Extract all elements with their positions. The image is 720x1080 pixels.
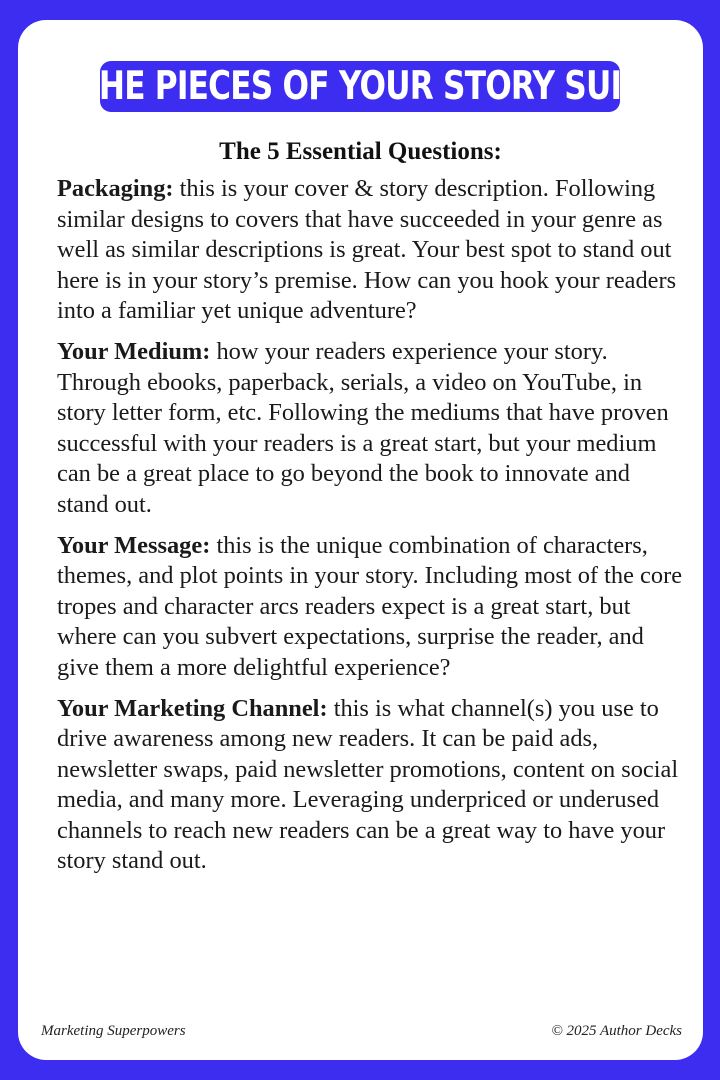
title-banner [78,61,642,112]
section-text: this is the unique combination of characters, themes, and plot points in your story. Including most of the core tropes and character arcs readers expect is a great start, but where can you subvert expectations, surprise the reader, and give them a more delightful experience? [57,531,683,681]
sections-list [57,174,687,887]
section-text: this is what channel(s) you use to drive awareness among new readers. It can be paid ads, newsletter swaps, paid newsletter promotions, content on social media, and many more. Leveraging underpriced or underused channels to reach new readers can be a great way to have your story stand out. [57,694,679,875]
section-packaging [57,174,687,327]
section-text: how your readers experience your story. Through ebooks, paperback, serials, a video on YouTube, in story letter form, etc. Following the mediums that have proven successful with your readers is a great start, but your medium can be a great place to go beyond the book to innovate and stand out. [57,337,669,518]
section-term: Your Marketing Channel: [57,694,328,722]
card [18,20,703,1060]
section-term: Your Message: [57,531,211,559]
subtitle: The 5 Essential Questions: [219,138,502,165]
section-term: Packaging: [57,175,174,202]
section-message [57,531,687,684]
page-title: THE PIECES OF YOUR STORY SUIT [78,64,642,109]
footer-left: Marketing Superpowers [41,1023,186,1039]
section-marketing-channel [57,694,687,878]
section-text: this is your cover & story description. Following similar designs to covers that have succeeded in your genre as well as similar descriptions is great. Your best spot to stand out here is in your story’s premise. How can you hook your readers into a familiar yet unique adventure? [57,175,677,325]
section-medium [57,337,687,521]
footer-right: © 2025 Author Decks [551,1023,682,1039]
section-term: Your Medium: [57,337,211,365]
